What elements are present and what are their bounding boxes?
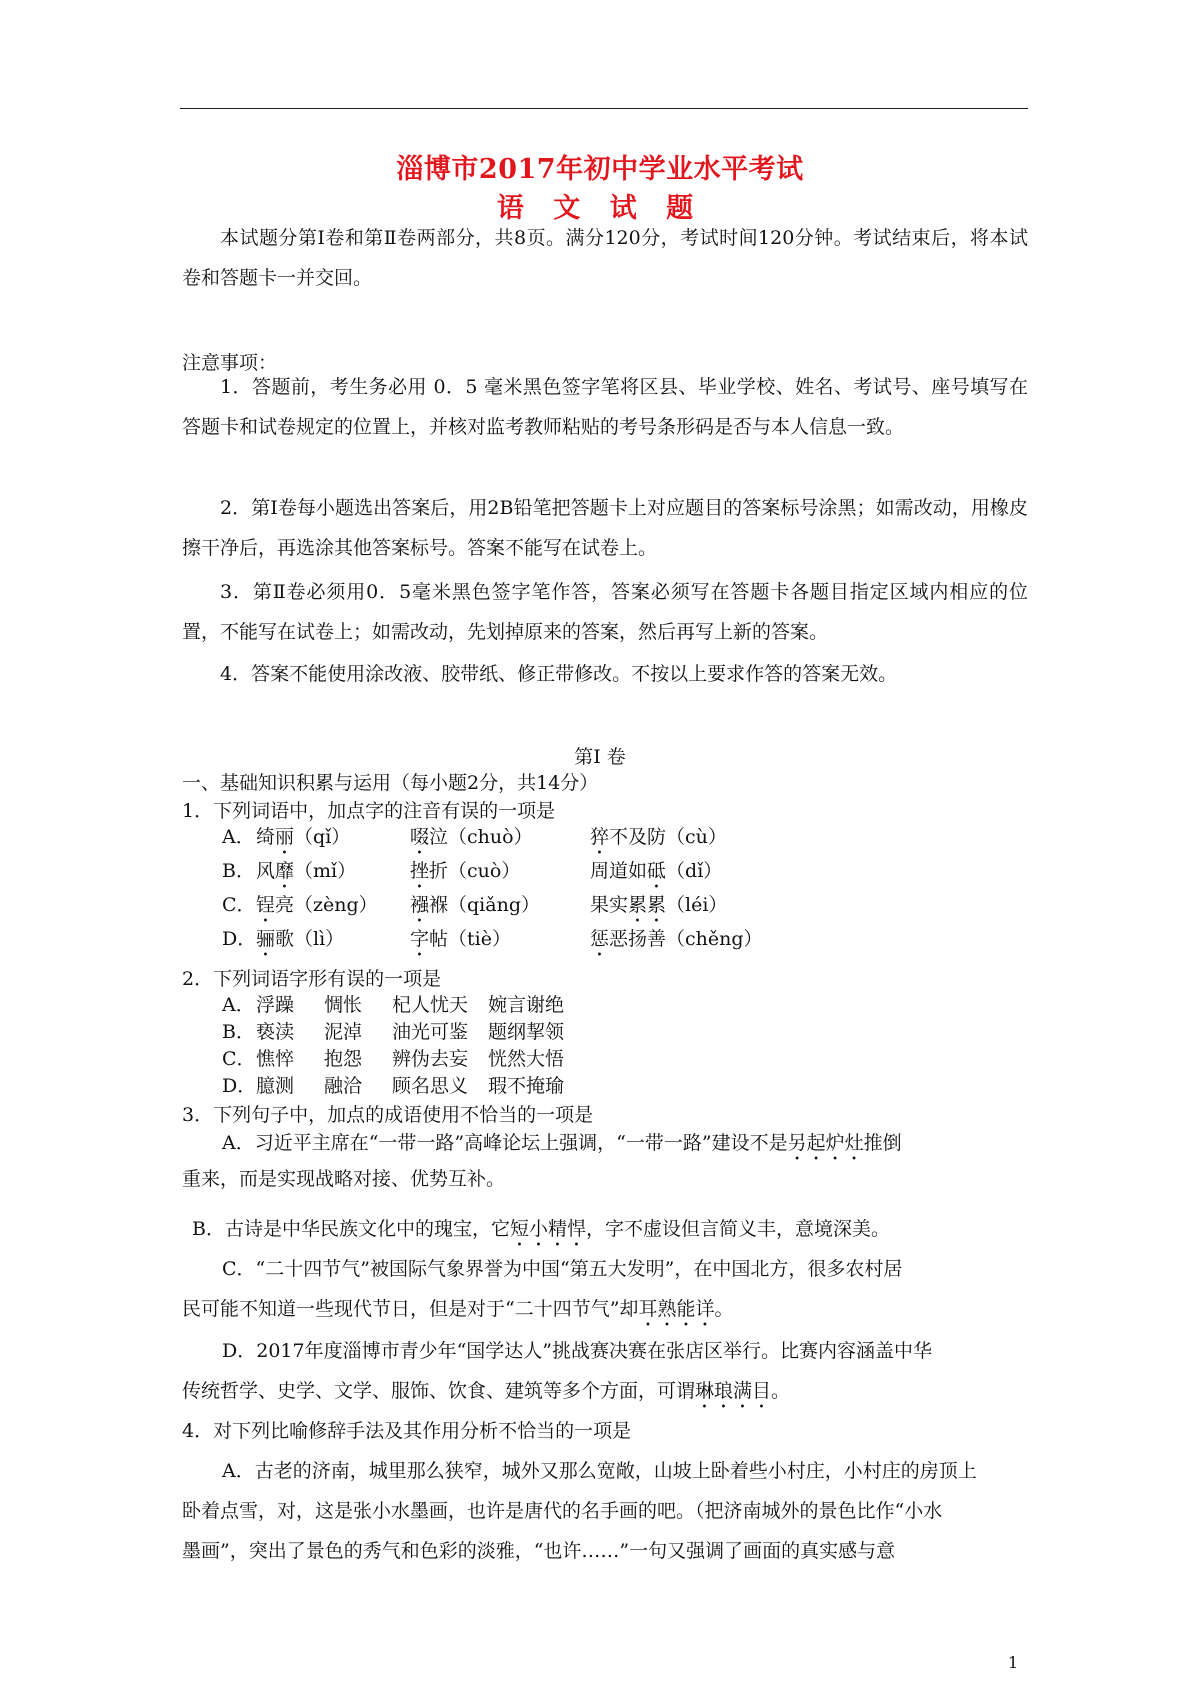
question-4-stem: 4．对下列比喻修辞手法及其作用分析不恰当的一项是 — [182, 1420, 632, 1442]
pinyin-item: 挫折（cuò） — [410, 860, 521, 882]
note-item-3: 3．第Ⅱ卷必须用0．5毫米黑色签字笔作答，答案必须写在答题卡各题目指定区域内相应的位置，不能写在试卷上；如需改动，先划掉原来的答案，然后再写上新的答案。 — [182, 581, 1028, 643]
dotted-phrase: 另起炉灶 — [787, 1132, 864, 1154]
exam-subtitle: 语 文 试 题 — [496, 193, 704, 224]
pinyin-item: 字帖（tiè） — [410, 928, 511, 950]
dotted-char: 挫 — [410, 860, 430, 882]
dotted-char: 靡 — [275, 860, 295, 882]
part-heading: 一、基础知识积累与运用（每小题2分，共14分） — [182, 772, 599, 794]
dotted-char: 累累 — [628, 894, 667, 916]
option-label: C． — [222, 1048, 256, 1070]
dotted-char: 惩 — [590, 928, 610, 950]
dotted-char: 啜 — [410, 826, 430, 848]
word-item: 瑕不掩瑜 — [488, 1075, 565, 1097]
word-item: 婉言谢绝 — [488, 994, 565, 1016]
question-3-option-d-cont: 传统哲学、史学、文学、服饰、饮食、建筑等多个方面，可谓琳琅满目。 — [182, 1380, 791, 1402]
word-item: 题纲挈领 — [488, 1021, 565, 1043]
header-rule — [180, 108, 1028, 109]
word-item: 惆怅 — [324, 994, 363, 1016]
question-3-option-c-cont: 民可能不知道一些现代节日，但是对于“二十四节气”却耳熟能详。 — [182, 1298, 734, 1320]
notes-heading: 注意事项： — [182, 352, 278, 374]
note-item-4: 4．答案不能使用涂改液、胶带纸、修正带修改。不按以上要求作答的答案无效。 — [220, 663, 898, 685]
page-number: 1 — [1008, 1653, 1019, 1672]
question-3-option-a-cont: 重来，而是实现战略对接、优势互补。 — [182, 1168, 506, 1190]
option-label: A． — [222, 826, 255, 848]
dotted-char: 襁 — [410, 894, 430, 916]
question-3-option-c: C．“二十四节气”被国际气象界誉为中国“第五大发明”，在中国北方，很多农村居 — [222, 1258, 903, 1280]
option-label: C． — [222, 894, 256, 916]
dotted-phrase: 琳琅满目 — [695, 1380, 772, 1402]
note-item-2: 2．第Ⅰ卷每小题选出答案后，用2B铅笔把答题卡上对应题目的答案标号涂黑；如需改动，用橡皮擦干净后，再选涂其他答案标号。答案不能写在试卷上。 — [182, 497, 1028, 559]
question-3-option-a: A．习近平主席在“一带一路”高峰论坛上强调，“一带一路”建设不是另起炉灶推倒 — [222, 1132, 902, 1154]
pinyin-item: 啜泣（chuò） — [410, 826, 533, 848]
word-item: 臆测 — [256, 1075, 295, 1097]
pinyin-item: 襁褓（qiǎng） — [410, 894, 540, 916]
question-3-option-b: B．古诗是中华民族文化中的瑰宝，它短小精悍，字不虚设但言简义丰，意境深美。 — [192, 1218, 890, 1240]
dotted-char: 字 — [410, 928, 430, 950]
option-label: B． — [222, 860, 255, 882]
question-2-stem: 2．下列词语字形有误的一项是 — [182, 968, 442, 990]
option-label: D． — [222, 1075, 257, 1097]
dotted-char: 猝 — [590, 826, 610, 848]
section-title: 第Ⅰ 卷 — [574, 746, 626, 768]
word-item: 融洽 — [324, 1075, 363, 1097]
word-item: 泥淖 — [324, 1021, 363, 1043]
word-item: 憔悴 — [256, 1048, 295, 1070]
option-label: A． — [222, 994, 255, 1016]
pinyin-item: 周道如砥（dǐ） — [590, 860, 723, 882]
option-label: D． — [222, 928, 257, 950]
pinyin-item: 锃亮（zèng） — [256, 894, 378, 916]
pinyin-item: 果实累累（léi） — [590, 894, 728, 916]
pinyin-item: 惩恶扬善（chěng） — [590, 928, 763, 950]
dotted-char: 锃 — [256, 894, 276, 916]
intro-paragraph: 本试题分第Ⅰ卷和第Ⅱ卷两部分，共8页。满分120分，考试时间120分钟。考试结束后，将本试卷和答题卡一并交回。 — [182, 227, 1028, 289]
dotted-char: 骊 — [256, 928, 276, 950]
dotted-phrase: 短小精悍 — [509, 1218, 586, 1240]
question-4-option-a-cont2: 墨画”，突出了景色的秀气和色彩的淡雅，“也许……”一句又强调了画面的真实感与意 — [182, 1540, 896, 1562]
note-item-1: 1．答题前，考生务必用 0．5 毫米黑色签字笔将区县、毕业学校、姓名、考试号、座号填写在答题卡和试卷规定的位置上，并核对监考教师粘贴的考号条形码是否与本人信息一致。 — [182, 376, 1028, 438]
question-4-option-a: A．古老的济南，城里那么狭窄，城外又那么宽敞，山坡上卧着些小村庄，小村庄的房顶上 — [222, 1460, 977, 1482]
question-3-option-d: D．2017年度淄博市青少年“国学达人”挑战赛决赛在张店区举行。比赛内容涵盖中华 — [222, 1340, 933, 1362]
pinyin-item: 风靡（mǐ） — [256, 860, 357, 882]
word-item: 亵渎 — [256, 1021, 295, 1043]
option-label: B． — [222, 1021, 255, 1043]
word-item: 顾名思义 — [392, 1075, 469, 1097]
word-item: 恍然大悟 — [488, 1048, 565, 1070]
pinyin-item: 猝不及防（cù） — [590, 826, 727, 848]
dotted-phrase: 耳熟能详 — [638, 1298, 715, 1320]
question-3-stem: 3．下列句子中，加点的成语使用不恰当的一项是 — [182, 1104, 594, 1126]
dotted-char: 砥 — [647, 860, 667, 882]
word-item: 油光可鉴 — [392, 1021, 469, 1043]
pinyin-item: 绮丽（qǐ） — [256, 826, 351, 848]
exam-title: 淄博市2017年初中学业水平考试 — [396, 154, 804, 185]
question-4-option-a-cont1: 卧着点雪，对，这是张小水墨画，也许是唐代的名手画的吧。（把济南城外的景色比作“小水 — [182, 1500, 943, 1522]
question-1-stem: 1．下列词语中，加点字的注音有误的一项是 — [182, 800, 556, 822]
word-item: 杞人忧天 — [392, 994, 469, 1016]
dotted-char: 丽 — [275, 826, 295, 848]
pinyin-item: 骊歌（lì） — [256, 928, 345, 950]
word-item: 抱怨 — [324, 1048, 363, 1070]
word-item: 辨伪去妄 — [392, 1048, 469, 1070]
word-item: 浮躁 — [256, 994, 295, 1016]
